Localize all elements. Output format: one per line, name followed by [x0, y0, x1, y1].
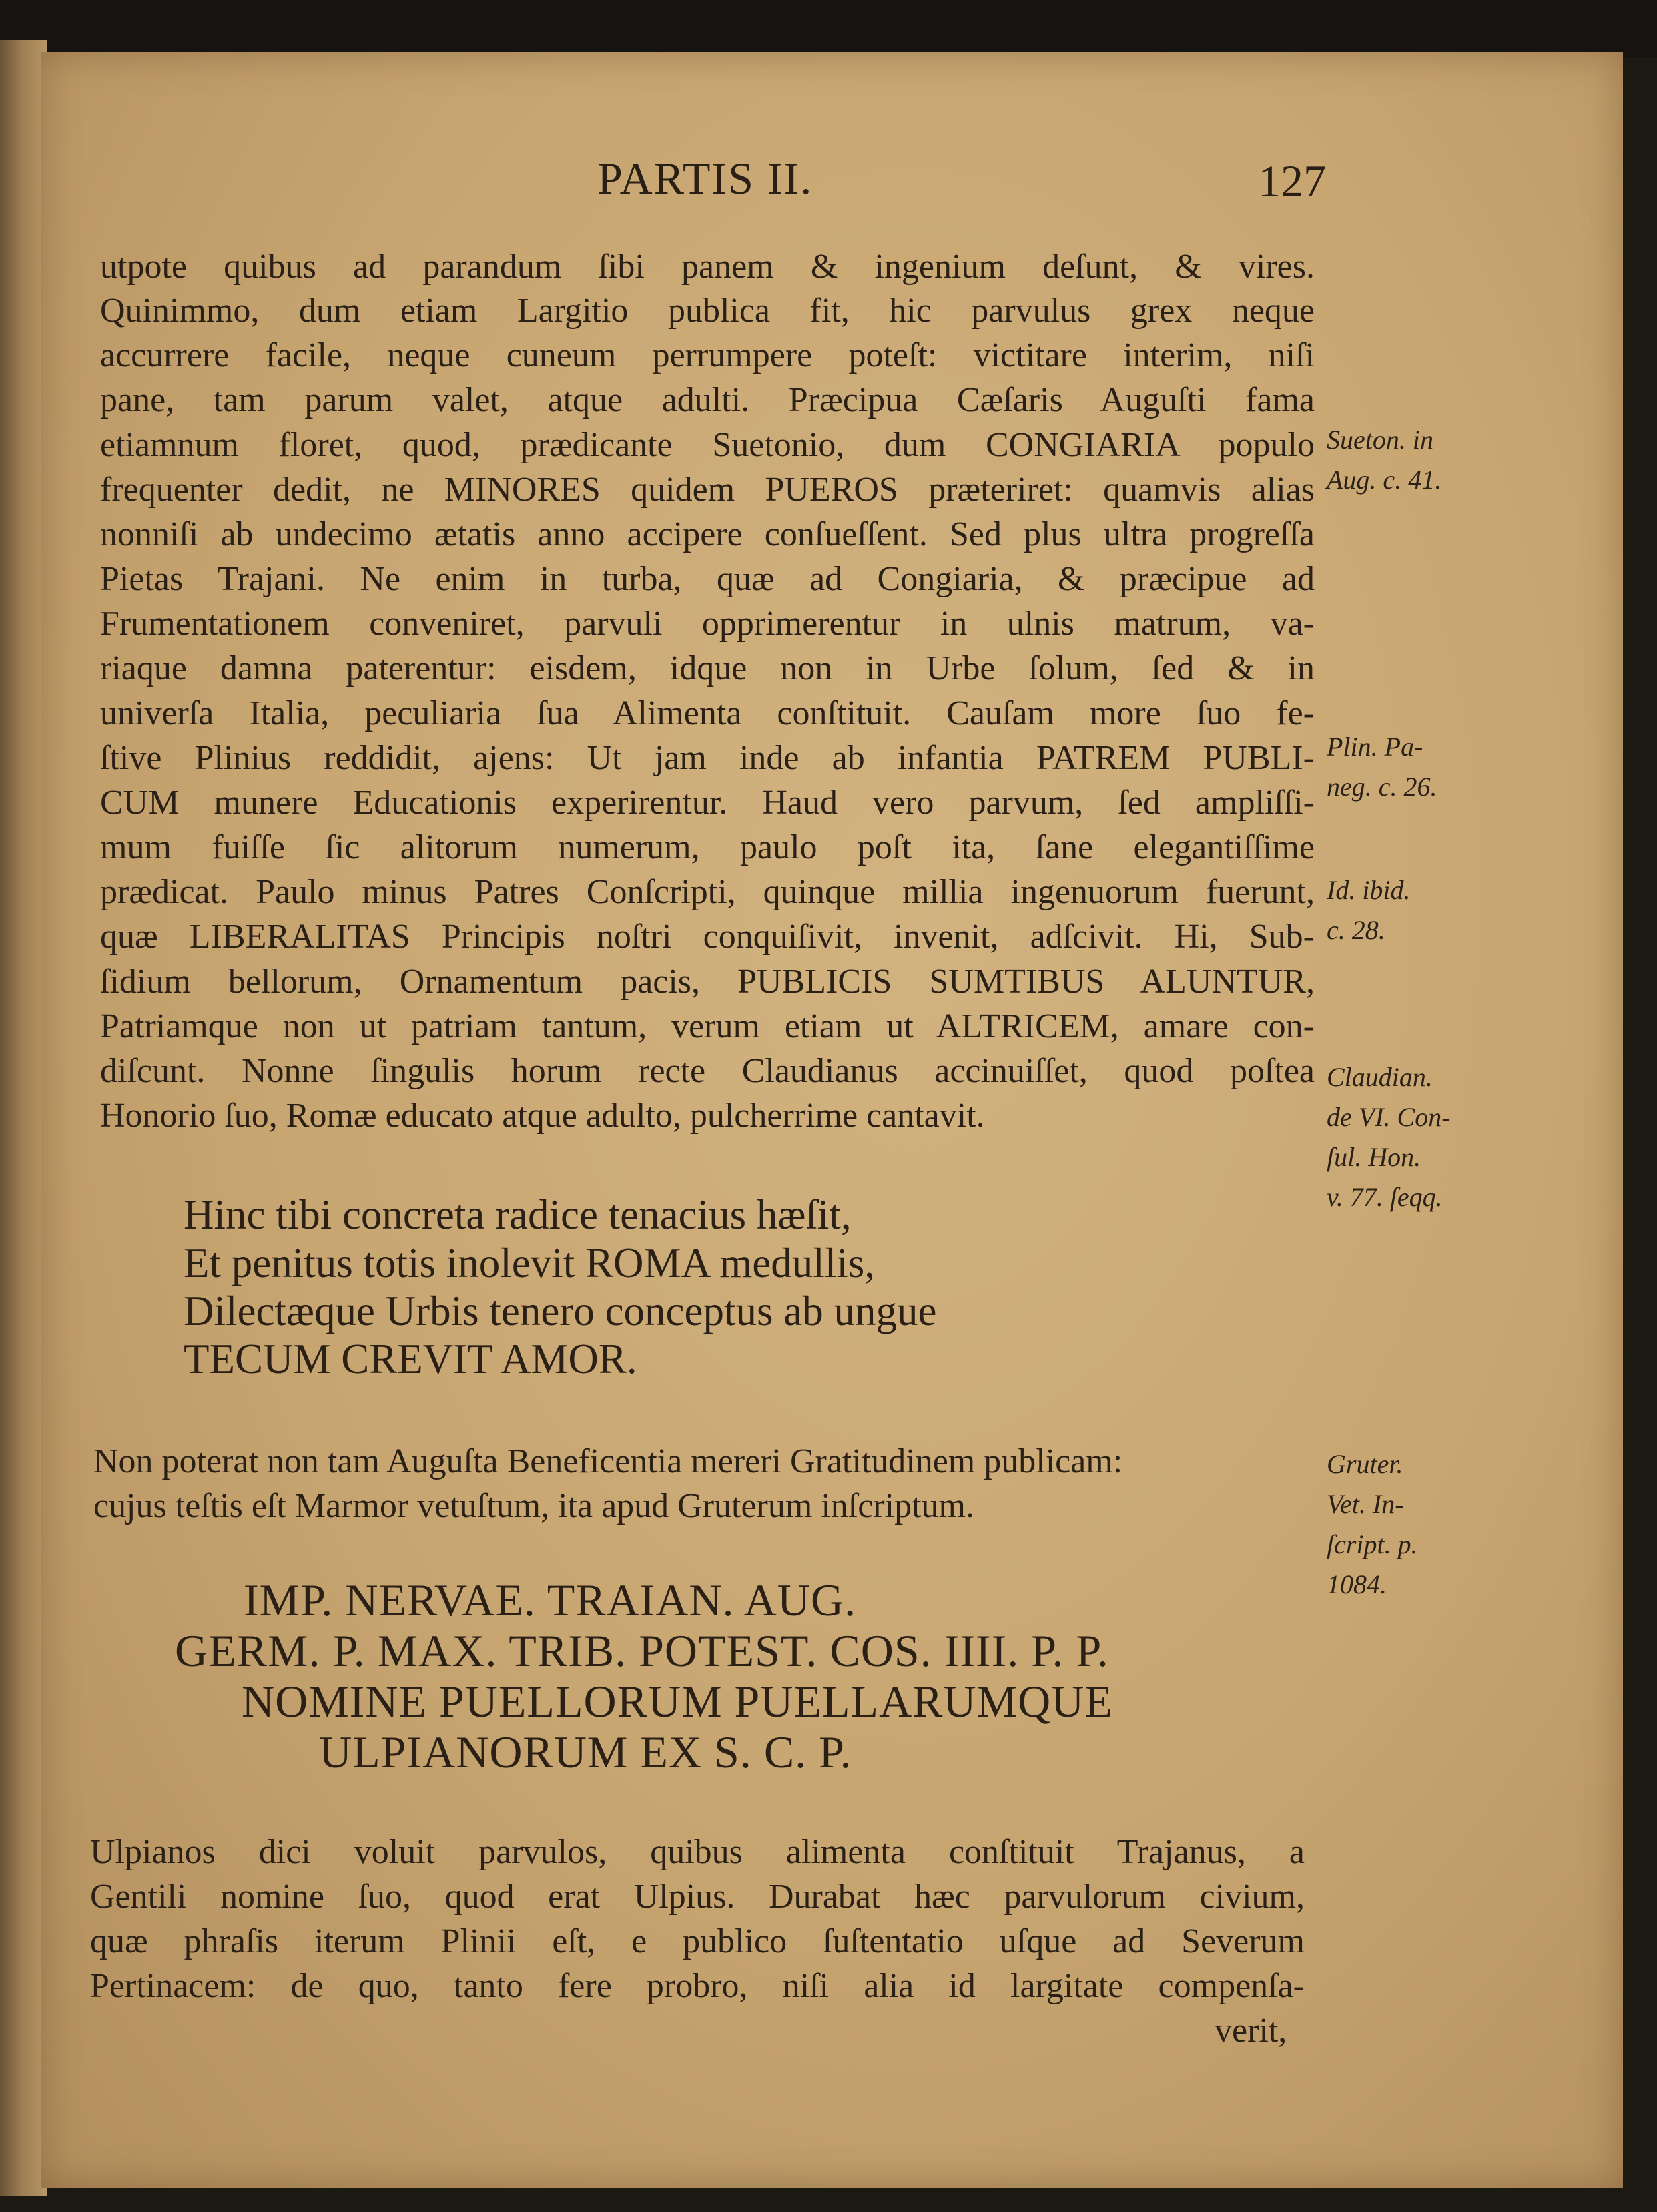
margin-note-line: Sueton. in: [1327, 425, 1433, 455]
text-line: pane, tam parum valet, atque adulti. Præcipua Cæſaris Auguſti fama: [100, 381, 1315, 419]
running-head: PARTIS II.: [597, 153, 813, 204]
catchword: verit,: [1215, 2012, 1287, 2050]
text-line: Pertinacem: de quo, tanto fere probro, niſi alia id largitate compenſa-: [90, 1967, 1305, 2005]
verse-line: Hinc tibi concreta radice tenacius hæſit,: [184, 1191, 852, 1238]
margin-note-line: Aug. c. 41.: [1327, 465, 1442, 495]
text-line: nonniſi ab undecimo ætatis anno accipere conſueſſent. Sed plus ultra progreſſa: [100, 515, 1315, 553]
text-line: quæ phraſis iterum Plinii eſt, e publico ſuſtentatio uſque ad Severum: [90, 1922, 1305, 1960]
page-header: [0, 152, 1657, 212]
text-line: accurrere facile, neque cuneum perrumpere poteſt: victitare interim, niſi: [100, 336, 1315, 374]
margin-note-line: Plin. Pa-: [1327, 732, 1423, 762]
book-spine-edge: [0, 40, 47, 2196]
text-line: cujus teſtis eſt Marmor vetuſtum, ita apud Gruterum inſcriptum.: [93, 1487, 974, 1525]
text-line: ſtive Plinius reddidit, ajens: Ut jam inde ab infantia PATREM PUBLI-: [100, 739, 1315, 777]
text-line: Ulpianos dici voluit parvulos, quibus alimenta conſtituit Trajanus, a: [90, 1833, 1305, 1871]
inscription-line: NOMINE PUELLORUM PUELLARUMQUE: [242, 1676, 1113, 1727]
inscription-line: ULPIANORUM EX S. C. P.: [319, 1727, 852, 1777]
text-line: frequenter dedit, ne MINORES quidem PUEROS præteriret: quamvis alias: [100, 471, 1315, 509]
margin-note-line: Id. ibid.: [1327, 875, 1411, 905]
margin-note-line: neg. c. 26.: [1327, 772, 1437, 802]
text-line: Frumentationem conveniret, parvuli opprimerentur in ulnis matrum, va-: [100, 605, 1315, 643]
text-line: diſcunt. Nonne ſingulis horum recte Claudianus accinuiſſet, quod poſtea: [100, 1052, 1315, 1090]
margin-note-line: ſcript. p.: [1327, 1529, 1418, 1559]
text-line: etiamnum floret, quod, prædicante Suetonio, dum CONGIARIA populo: [100, 426, 1315, 464]
verse-line: TECUM CREVIT AMOR.: [184, 1336, 637, 1382]
text-line: quæ LIBERALITAS Principis noſtri conquiſivit, invenit, adſcivit. Hi, Sub-: [100, 918, 1315, 956]
verse-line: Dilectæque Urbis tenero conceptus ab ungue: [184, 1288, 937, 1334]
margin-note-line: Vet. In-: [1327, 1489, 1404, 1519]
text-line: Gentili nomine ſuo, quod erat Ulpius. Durabat hæc parvulorum civium,: [90, 1878, 1305, 1916]
text-line: utpote quibus ad parandum ſibi panem & ingenium deſunt, & vires.: [100, 248, 1315, 286]
margin-note-line: v. 77. ſeqq.: [1327, 1182, 1443, 1212]
margin-note-line: ſul. Hon.: [1327, 1142, 1421, 1172]
text-line: CUM munere Educationis experirentur. Haud vero parvum, ſed ampliſſi-: [100, 784, 1315, 822]
text-line: Quinimmo, dum etiam Largitio publica fit, hic parvulus grex neque: [100, 292, 1315, 330]
page-number: 127: [1258, 156, 1326, 206]
text-line: riaque damna paterentur: eisdem, idque non in Urbe ſolum, ſed & in: [100, 649, 1315, 687]
text-line: prædicat. Paulo minus Patres Conſcripti, quinque millia ingenuorum fuerunt,: [100, 873, 1315, 911]
text-line: Honorio ſuo, Romæ educato atque adulto, pulcherrime cantavit.: [100, 1097, 985, 1135]
margin-note-line: Claudian.: [1327, 1062, 1433, 1092]
margin-note-line: 1084.: [1327, 1569, 1387, 1599]
inscription-line: GERM. P. MAX. TRIB. POTEST. COS. IIII. P. P.: [175, 1625, 1109, 1676]
verse-line: Et penitus totis inolevit ROMA medullis,: [184, 1239, 876, 1286]
text-line: ſidium bellorum, Ornamentum pacis, PUBLICIS SUMTIBUS ALUNTUR,: [100, 962, 1315, 1001]
text-line: univerſa Italia, peculiaria ſua Alimenta conſtituit. Cauſam more ſuo fe-: [100, 694, 1315, 732]
text-line: mum fuiſſe ſic alitorum numerum, paulo poſt ita, ſane elegantiſſime: [100, 828, 1315, 866]
margin-note-line: de VI. Con-: [1327, 1102, 1451, 1132]
margin-note-line: Gruter.: [1327, 1449, 1403, 1479]
margin-note-line: c. 28.: [1327, 915, 1385, 945]
text-line: Pietas Trajani. Ne enim in turba, quæ ad Congiaria, & præcipue ad: [100, 560, 1315, 598]
text-line: Patriamque non ut patriam tantum, verum etiam ut ALTRICEM, amare con-: [100, 1007, 1315, 1045]
text-line: Non poterat non tam Auguſta Beneficentia mereri Gratitudinem publicam:: [93, 1442, 1123, 1480]
inscription-line: IMP. NERVAE. TRAIAN. AUG.: [244, 1575, 857, 1625]
scan-background-top: [0, 0, 1657, 57]
